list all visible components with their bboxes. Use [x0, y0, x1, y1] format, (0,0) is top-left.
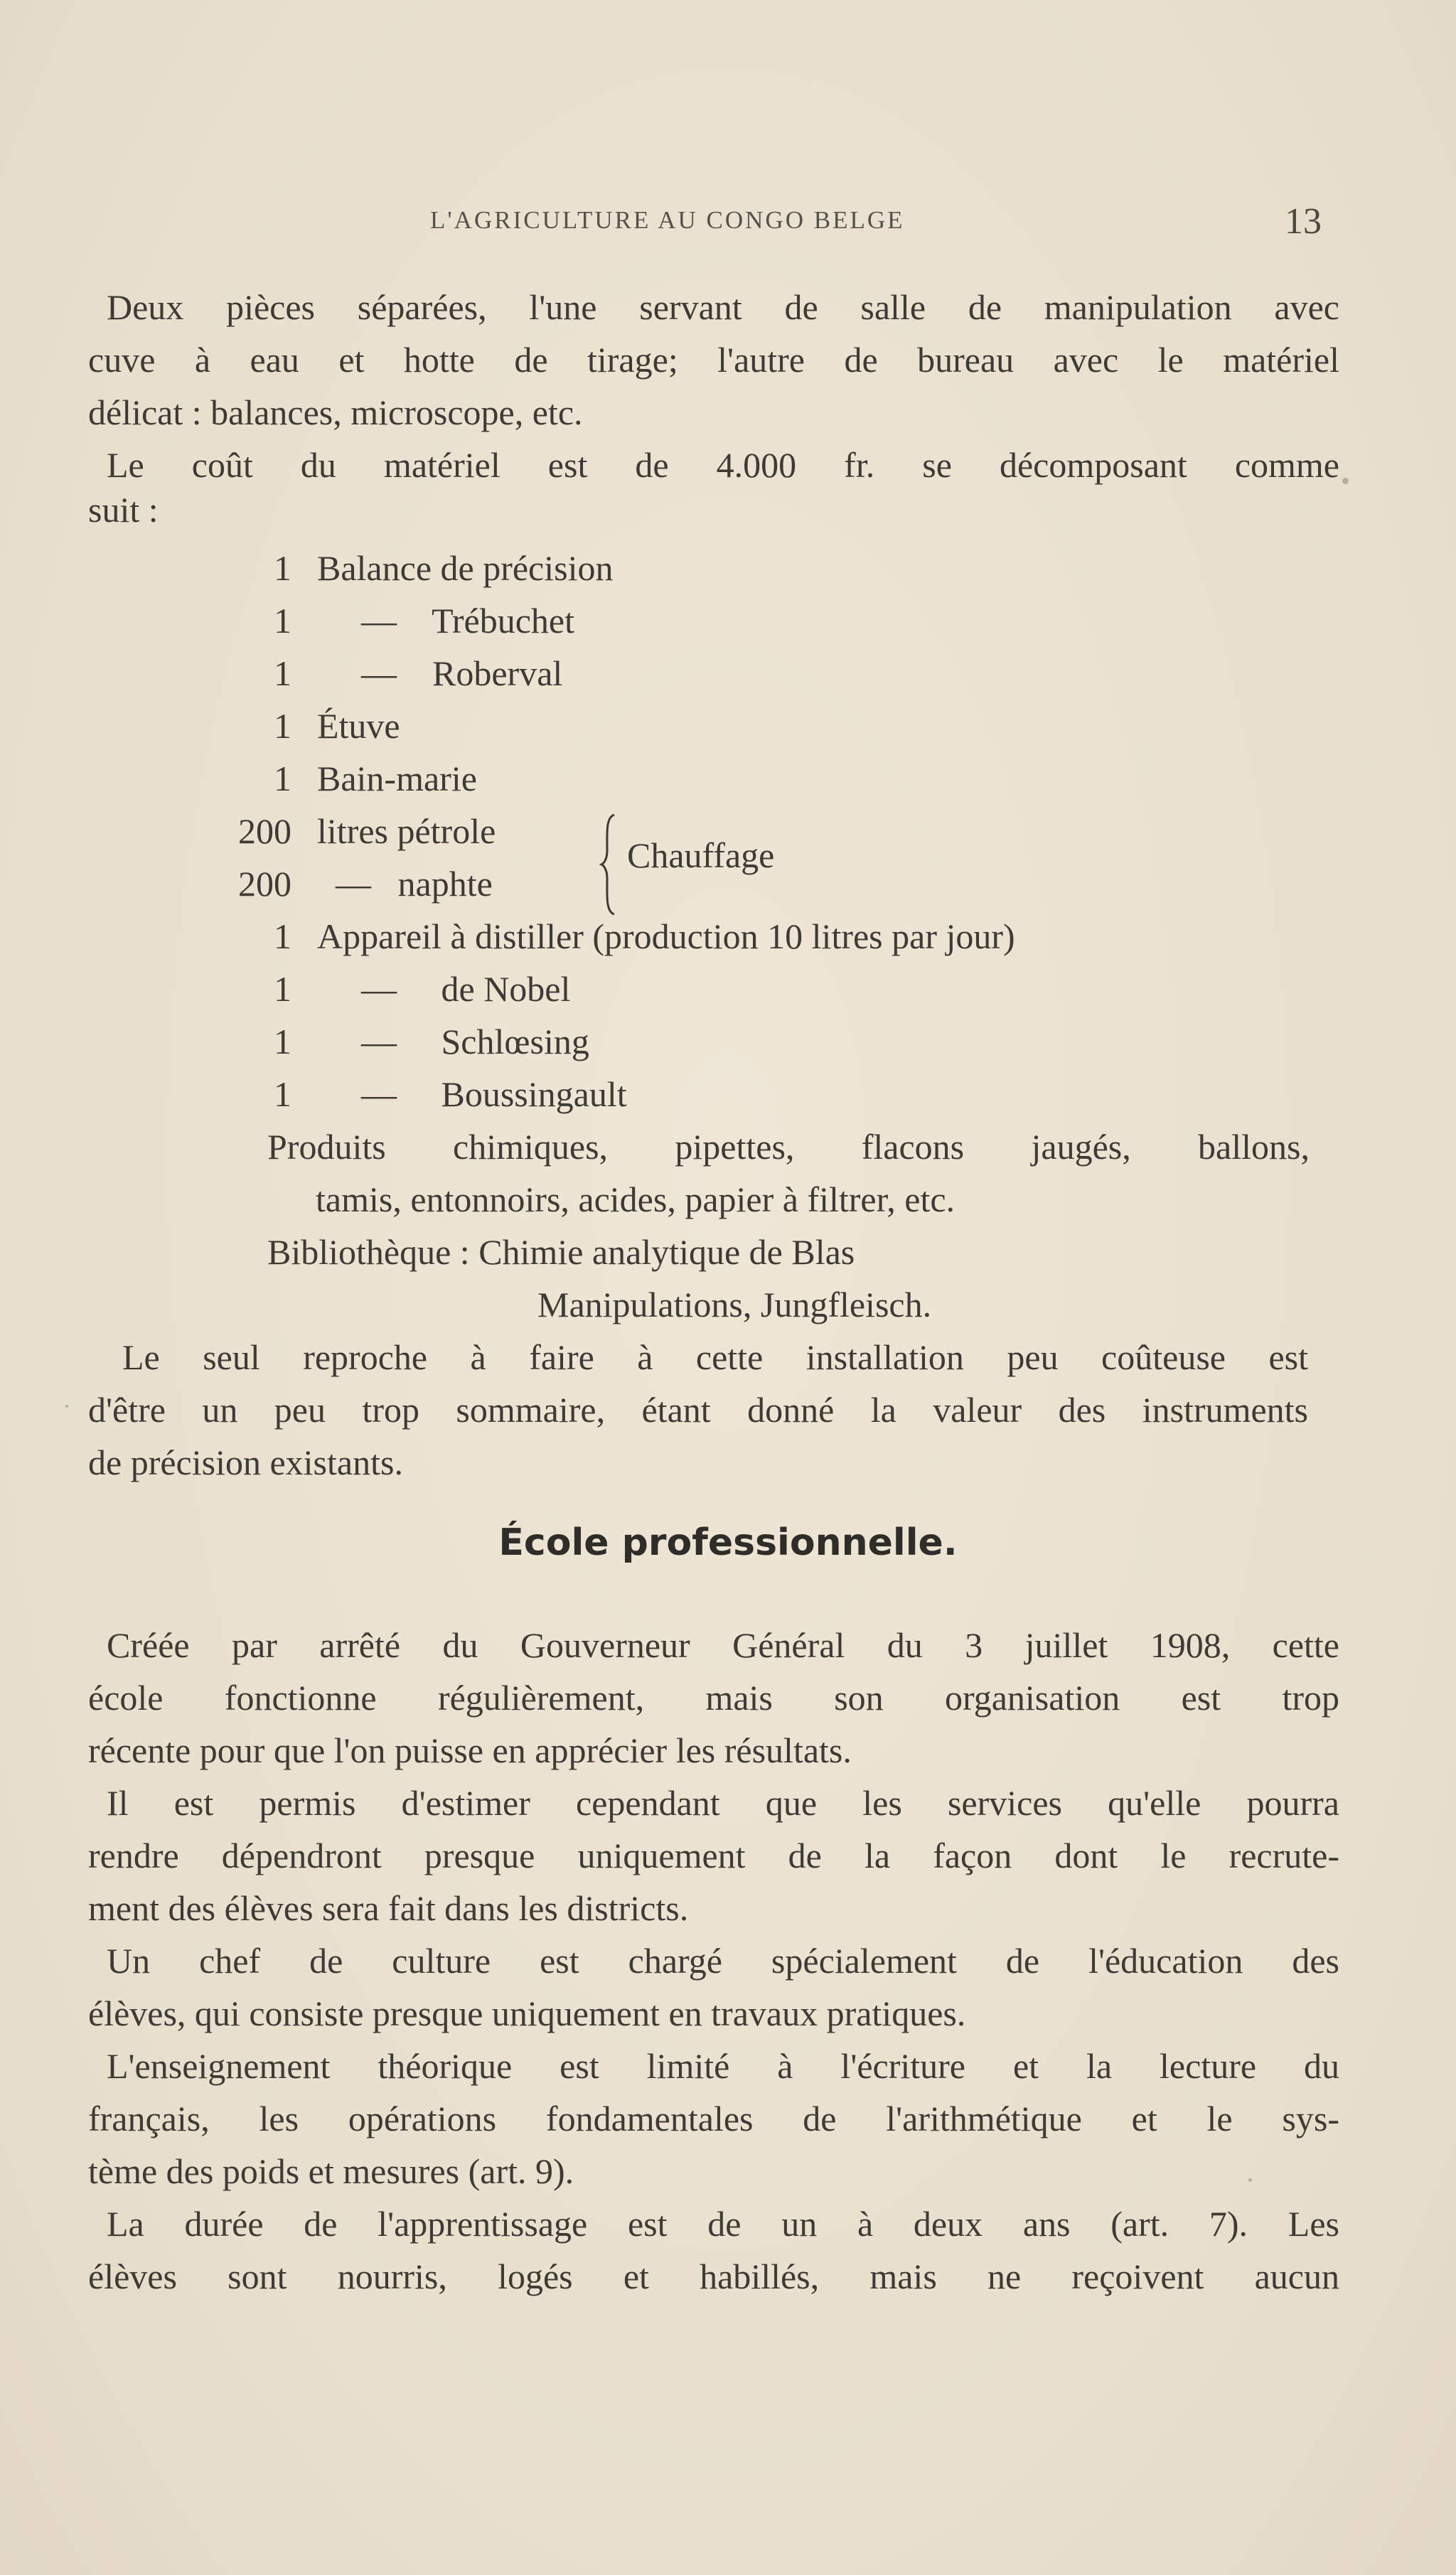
inventory-qty: 1: [274, 759, 291, 798]
critique-line: de précision existants.: [88, 1442, 403, 1482]
inventory-qty: 1: [274, 548, 291, 588]
inventory-item: — Trébuchet: [361, 601, 574, 641]
intro-line: délicat : balances, microscope, etc.: [88, 392, 583, 432]
critique-line: d'être un peu trop sommaire, étant donné la valeur des instruments: [88, 1390, 1308, 1430]
body-line: récente pour que l'on puisse en apprécier les résultats.: [88, 1730, 852, 1770]
library-line: Manipulations, Jungfleisch.: [537, 1285, 932, 1324]
curly-brace-icon: [599, 812, 619, 917]
body-line: tème des poids et mesures (art. 9).: [88, 2151, 574, 2191]
inventory-item: — Roberval: [361, 653, 563, 693]
page-header: [0, 200, 1456, 243]
section-title: École professionnelle.: [498, 1521, 958, 1564]
inventory-item: — de Nobel: [361, 969, 571, 1009]
inventory-item: — Schlœsing: [361, 1022, 589, 1061]
intro-line: suit :: [88, 490, 159, 530]
body-line: Il est permis d'estimer cependant que les services qu'elle pourra: [107, 1783, 1339, 1823]
inventory-qty: 1: [274, 601, 291, 641]
body-line: Un chef de culture est chargé spécialement de l'éducation des: [107, 1941, 1339, 1981]
body-line: français, les opérations fondamentales de l'arithmétique et le sys-: [88, 2099, 1339, 2138]
intro-line: Deux pièces séparées, l'une servant de salle de manipulation avec: [107, 287, 1339, 327]
paper-speck: [65, 1405, 68, 1408]
body-line: Créée par arrêté du Gouverneur Général du 3 juillet 1908, cette: [107, 1625, 1339, 1665]
body-line: L'enseignement théorique est limité à l'écriture et la lecture du: [107, 2046, 1339, 2086]
body-line: élèves sont nourris, logés et habillés, mais ne reçoivent aucun: [88, 2257, 1339, 2296]
paper-speck: [1342, 478, 1349, 484]
critique-line: Le seul reproche à faire à cette installation peu coûteuse est: [122, 1337, 1308, 1377]
inventory-qty: 200: [238, 811, 291, 851]
inventory-item: Bain-marie: [317, 759, 477, 798]
body-line: école fonctionne régulièrement, mais son organisation est trop: [88, 1678, 1339, 1718]
chauffage-label: Chauffage: [627, 835, 775, 875]
inventory-qty: 200: [238, 864, 291, 904]
inventory-item: Balance de précision: [317, 548, 614, 588]
page-number: 13: [1285, 201, 1322, 242]
body-line: élèves, qui consiste presque uniquement en travaux pratiques.: [88, 1993, 966, 2033]
intro-line: cuve à eau et hotte de tirage; l'autre de bureau avec le matériel: [88, 340, 1339, 380]
body-line: La durée de l'apprentissage est de un à deux ans (art. 7). Les: [107, 2204, 1339, 2244]
inventory-qty: 1: [274, 916, 291, 956]
inventory-qty: 1: [274, 653, 291, 693]
inventory-item: Appareil à distiller (production 10 litres par jour): [317, 916, 1015, 956]
inventory-qty: 1: [274, 706, 291, 746]
inventory-item: — Boussingault: [361, 1074, 627, 1114]
inventory-item: Étuve: [317, 706, 400, 746]
inventory-qty: 1: [274, 1074, 291, 1114]
inventory-item: — naphte: [336, 864, 493, 904]
products-line: Produits chimiques, pipettes, flacons jaugés, ballons,: [267, 1127, 1310, 1167]
inventory-item: litres pétrole: [317, 811, 496, 851]
library-line: Bibliothèque : Chimie analytique de Blas: [267, 1232, 855, 1272]
body-line: ment des élèves sera fait dans les districts.: [88, 1888, 689, 1928]
inventory-qty: 1: [274, 1022, 291, 1061]
products-line: tamis, entonnoirs, acides, papier à filtrer, etc.: [316, 1179, 956, 1219]
inventory-qty: 1: [274, 969, 291, 1009]
running-title: L'AGRICULTURE AU CONGO BELGE: [430, 206, 905, 234]
body-line: rendre dépendront presque uniquement de la façon dont le recrute-: [88, 1836, 1339, 1875]
intro-line: Le coût du matériel est de 4.000 fr. se décomposant comme: [107, 445, 1339, 485]
